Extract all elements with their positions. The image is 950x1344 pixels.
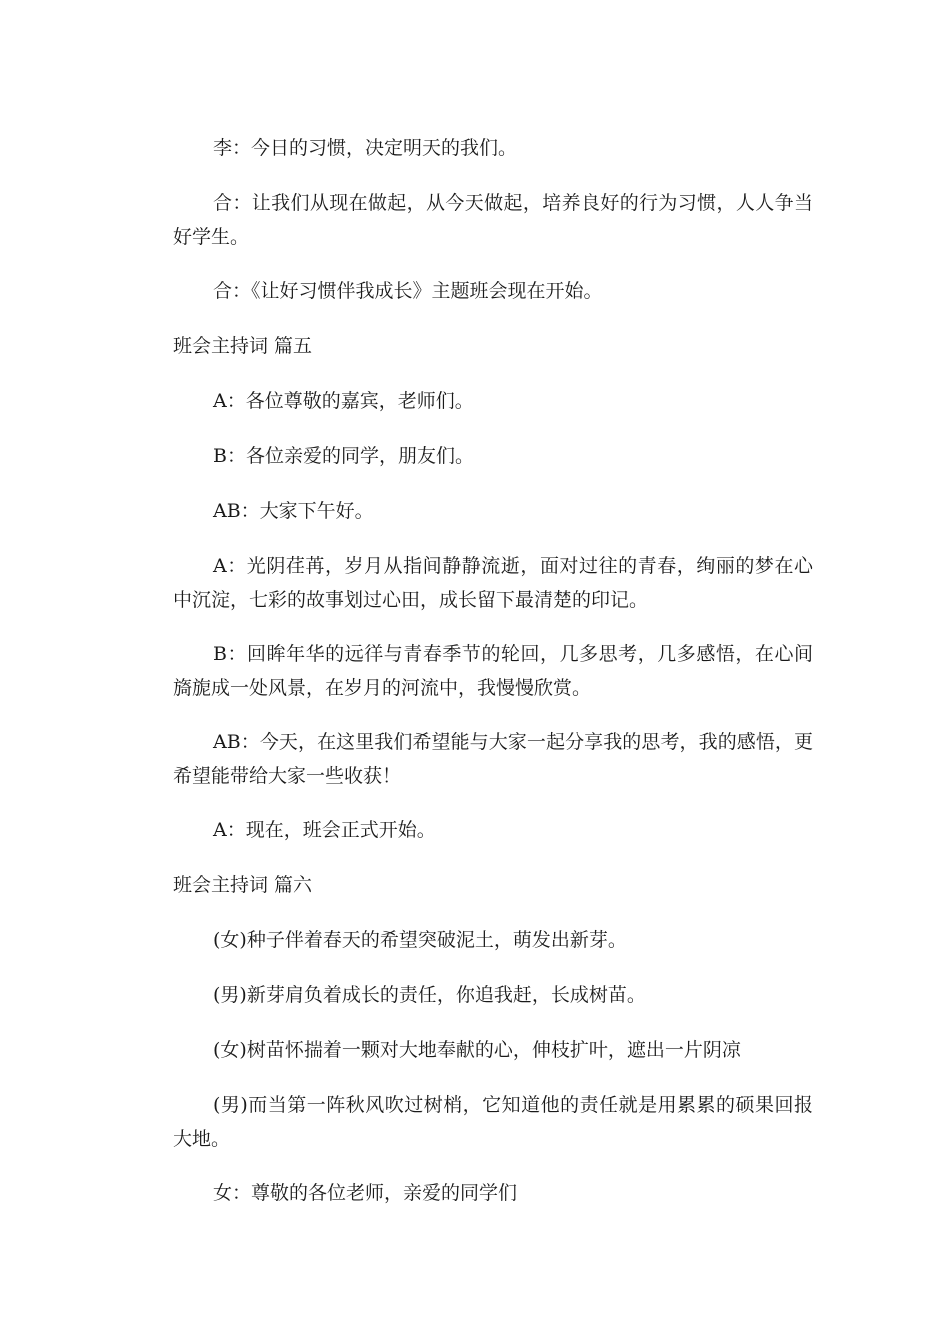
paragraph: B：回眸年华的远徉与青春季节的轮回，几多思考，几多感悟，在心间旖旎成一处风景，在岁月的河流中，我慢慢欣赏。 — [173, 643, 813, 699]
paragraph: (女)种子伴着春天的希望突破泥土，萌发出新芽。 — [213, 929, 627, 951]
paragraph: (男)而当第一阵秋风吹过树梢，它知道他的责任就是用累累的硕果回报大地。 — [173, 1094, 813, 1150]
paragraph: 合：《让好习惯伴我成长》主题班会现在开始。 — [213, 280, 603, 302]
paragraph: 女：尊敬的各位老师，亲爱的同学们 — [213, 1182, 518, 1204]
paragraph: A：现在，班会正式开始。 — [213, 819, 436, 841]
paragraph: B：各位亲爱的同学，朋友们。 — [213, 445, 474, 467]
section-heading: 班会主持词 篇五 — [173, 335, 313, 357]
paragraph: (男)新芽肩负着成长的责任，你追我赶，长成树苗。 — [213, 984, 646, 1006]
paragraph: A：光阴荏苒，岁月从指间静静流逝，面对过往的青春，绚丽的梦在心中沉淀，七彩的故事划过心田，成长留下最清楚的印记。 — [173, 555, 813, 611]
paragraph: A：各位尊敬的嘉宾，老师们。 — [213, 390, 474, 412]
paragraph: 合：让我们从现在做起，从今天做起，培养良好的行为习惯，人人争当好学生。 — [173, 192, 813, 248]
section-heading: 班会主持词 篇六 — [173, 874, 313, 896]
paragraph: AB：大家下午好。 — [213, 500, 374, 522]
paragraph: AB：今天，在这里我们希望能与大家一起分享我的思考，我的感悟，更希望能带给大家一些收获！ — [173, 731, 813, 787]
paragraph: (女)树苗怀揣着一颗对大地奉献的心，伸枝扩叶，遮出一片阴凉 — [213, 1039, 741, 1061]
paragraph: 李：今日的习惯，决定明天的我们。 — [213, 137, 518, 159]
